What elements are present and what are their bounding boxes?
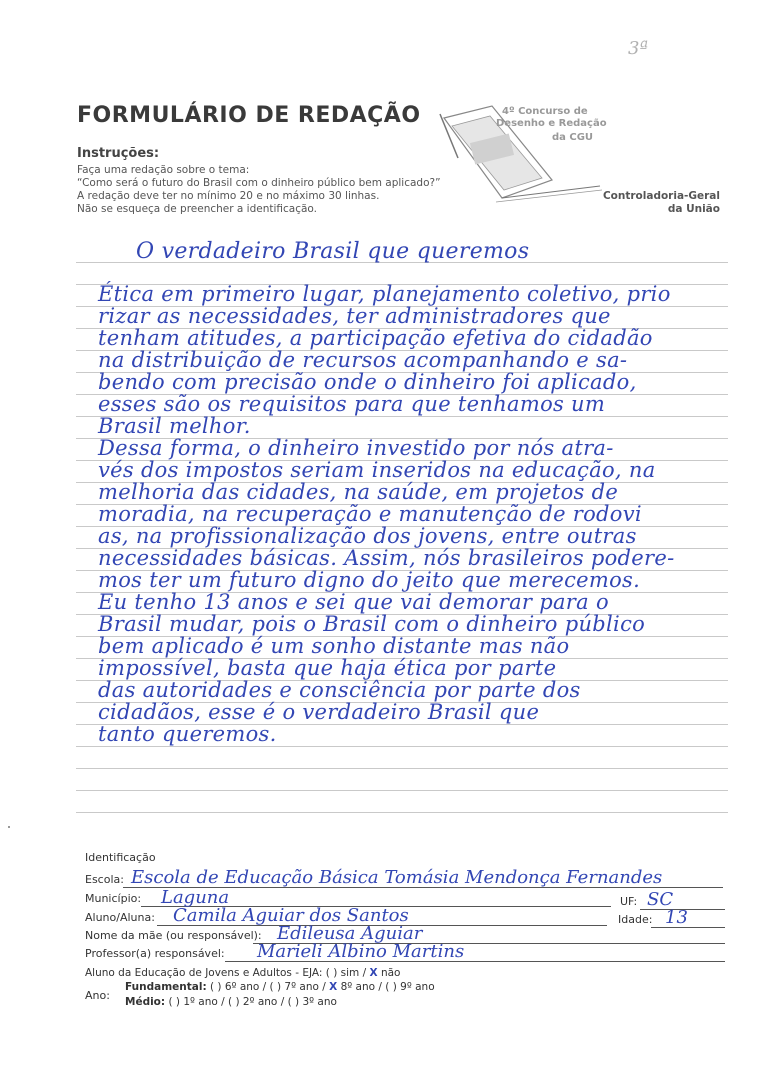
municipio-label: Município:	[85, 892, 142, 905]
instructions	[77, 164, 477, 216]
identification-section	[85, 851, 735, 1071]
eja-sim-option[interactable]: ( ) sim /	[325, 967, 367, 979]
mae-value: Edileusa Aguiar	[277, 923, 423, 944]
instruction-line: Faça uma redação sobre o tema:	[77, 164, 250, 176]
page-number: 3ª	[628, 38, 649, 59]
essay-line: bendo com precisão onde o dinheiro foi aplicado,	[98, 370, 637, 394]
escola-value: Escola de Educação Básica Tomásia Mendonça Fernandes	[131, 867, 663, 888]
mae-label: Nome da mãe (ou responsável):	[85, 929, 262, 942]
essay-line: rizar as necessidades, ter administradores que	[98, 304, 611, 328]
medio-field	[125, 996, 337, 1008]
municipio-value: Laguna	[161, 887, 230, 908]
essay-line: esses são os requisitos para que tenhamos um	[98, 392, 606, 416]
scan-speck	[8, 826, 10, 828]
org-line: da União	[667, 203, 720, 215]
ano-label: Ano:	[85, 989, 110, 1002]
ruled-line	[76, 768, 728, 769]
fundamental-options-a[interactable]: ( ) 6º ano / ( ) 7º ano /	[210, 981, 326, 993]
org-line: Controladoria-Geral	[602, 190, 720, 202]
essay-area	[76, 226, 728, 824]
essay-line: na distribuição de recursos acompanhando e sa-	[98, 348, 628, 372]
aluno-value: Camila Aguiar dos Santos	[173, 905, 409, 926]
ruled-line	[76, 812, 728, 813]
medio-options[interactable]: ( ) 1º ano / ( ) 2º ano / ( ) 3º ano	[168, 996, 337, 1008]
essay-line: das autoridades e consciência por parte dos	[98, 678, 581, 702]
essay-line: cidadãos, esse é o verdadeiro Brasil que	[98, 700, 540, 724]
form-title: FORMULÁRIO DE REDAÇÃO	[77, 103, 421, 128]
essay-line: melhoria das cidades, na saúde, em projetos de	[98, 480, 619, 504]
instructions-heading: Instruções:	[77, 146, 160, 161]
essay-line: Eu tenho 13 anos e sei que vai demorar para o	[98, 590, 609, 614]
logo-line: 4º Concurso de	[502, 106, 588, 117]
eja-nao-checkmark[interactable]: X	[369, 967, 378, 979]
essay-line: impossível, basta que haja ética por parte	[98, 656, 557, 680]
contest-logo	[432, 98, 608, 210]
medio-label: Médio:	[125, 996, 166, 1008]
organization-name	[600, 190, 720, 216]
essay-line: Brasil mudar, pois o Brasil com o dinheiro público	[98, 612, 646, 636]
fundamental-options-b[interactable]: 8º ano / ( ) 9º ano	[340, 981, 435, 993]
uf-value: SC	[647, 889, 674, 910]
logo-line: Desenho e Redação	[496, 118, 607, 129]
aluno-label: Aluno/Aluna:	[85, 911, 155, 924]
fundamental-label: Fundamental:	[125, 981, 207, 993]
professor-value: Marieli Albino Martins	[257, 941, 465, 962]
essay-title: O verdadeiro Brasil que queremos	[136, 239, 530, 264]
essay-line: mos ter um futuro digno do jeito que merecemos.	[98, 568, 641, 592]
eja-field	[85, 967, 400, 979]
instruction-line: Não se esqueça de preencher a identificação.	[77, 203, 318, 215]
identification-heading: Identificação	[85, 851, 156, 864]
essay-line: Brasil melhor.	[98, 414, 251, 438]
idade-value: 13	[665, 907, 688, 928]
idade-label: Idade:	[618, 913, 653, 926]
escola-label: Escola:	[85, 873, 124, 886]
essay-line: moradia, na recuperação e manutenção de rodovi	[98, 502, 642, 526]
essay-line: necessidades básicas. Assim, nós brasileiros podere-	[98, 546, 675, 570]
idade-underline	[651, 927, 725, 928]
essay-line: Dessa forma, o dinheiro investido por nós atra-	[98, 436, 614, 460]
essay-line: as, na profissionalização dos jovens, entre outras	[98, 524, 637, 548]
uf-label: UF:	[620, 895, 638, 908]
instruction-line: “Como será o futuro do Brasil com o dinheiro público bem aplicado?”	[77, 177, 441, 189]
eja-nao-option[interactable]: não	[380, 967, 401, 979]
fundamental-field	[125, 981, 435, 993]
essay-line: vés dos impostos seriam inseridos na educação, na	[98, 458, 656, 482]
instruction-line: A redação deve ter no mínimo 20 e no máximo 30 linhas.	[77, 190, 380, 202]
essay-line: tenham atitudes, a participação efetiva do cidadão	[98, 326, 653, 350]
essay-line: Ética em primeiro lugar, planejamento coletivo, prio	[98, 282, 671, 306]
ruled-line	[76, 790, 728, 791]
essay-line: bem aplicado é um sonho distante mas não	[98, 634, 570, 658]
fundamental-8-checkmark[interactable]: X	[329, 981, 338, 993]
professor-label: Professor(a) responsável:	[85, 947, 225, 960]
ruled-line	[76, 746, 728, 747]
essay-line: tanto queremos.	[98, 722, 277, 746]
logo-line: da CGU	[552, 132, 594, 143]
eja-label: Aluno da Educação de Jovens e Adultos - EJA:	[85, 967, 323, 979]
